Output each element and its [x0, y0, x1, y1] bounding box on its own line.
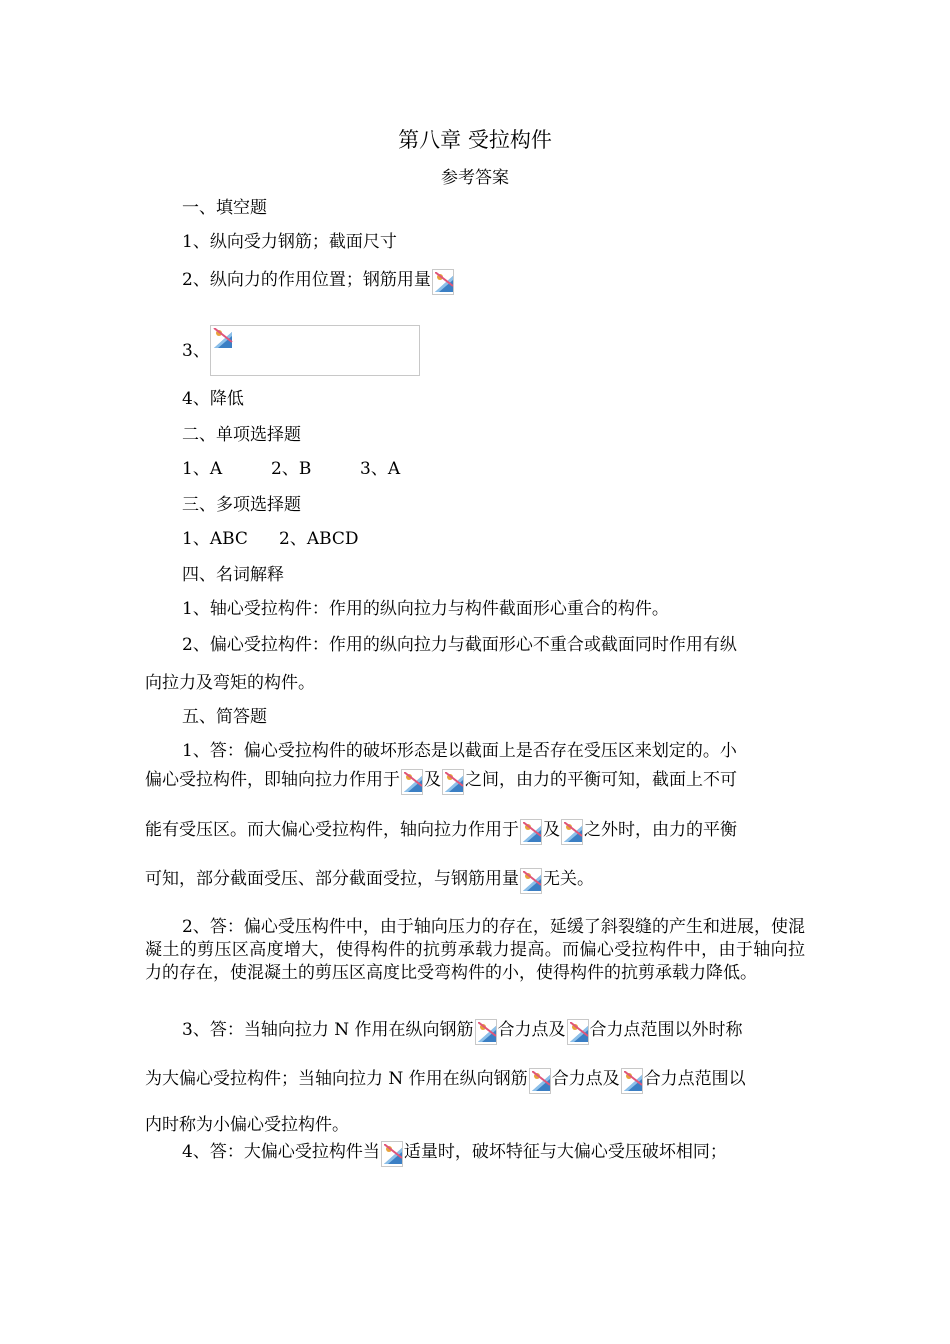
answer-5-1-line2	[145, 769, 737, 795]
text-span: 为大偏心受拉构件；当轴向拉力 N 作用在纵向钢筋	[145, 1069, 528, 1089]
answer-4-1: 1、轴心受拉构件：作用的纵向拉力与构件截面形心重合的构件。	[182, 599, 669, 619]
answer-5-1-line4	[145, 868, 594, 894]
text-span: 偏心受拉构件，即轴向拉力作用于	[145, 770, 400, 790]
text-span: 及	[543, 820, 560, 840]
section-heading-fill-blank: 一、填空题	[182, 198, 267, 218]
answer-5-1-line1: 1、答：偏心受拉构件的破坏形态是以截面上是否存在受压区来划定的。小	[182, 741, 737, 761]
page-subtitle: 参考答案	[441, 168, 509, 188]
text-span: 无关。	[543, 869, 594, 889]
broken-image-icon	[529, 1068, 551, 1094]
text-span: 能有受压区。而大偏心受拉构件，轴向拉力作用于	[145, 820, 519, 840]
page-title: 第八章 受拉构件	[398, 128, 552, 152]
answer-1-1: 1、纵向受力钢筋；截面尺寸	[182, 232, 397, 252]
text-span: 合力点范围以外时称	[589, 1020, 743, 1040]
broken-image-icon	[401, 769, 423, 795]
text-span: 合力点及	[497, 1020, 566, 1040]
answer-5-3-line2	[145, 1068, 746, 1094]
text-span: 及	[424, 770, 441, 790]
answer-1-3: 3、	[182, 341, 210, 361]
broken-image-icon	[520, 819, 542, 845]
broken-image-icon	[442, 769, 464, 795]
broken-image-icon	[561, 819, 583, 845]
section-heading-single-choice: 二、单项选择题	[182, 425, 301, 445]
text-span: 可知，部分截面受压、部分截面受拉，与钢筋用量	[145, 869, 519, 889]
broken-image-icon	[475, 1019, 497, 1045]
answer-5-3-line3: 内时称为小偏心受拉构件。	[145, 1115, 349, 1135]
answer-5-2: 2、答：偏心受压构件中，由于轴向压力的存在，延缓了斜裂缝的产生和进展，使混凝土的剪压区高度增大，使得构件的抗剪承载力提高。而偏心受拉构件中，由于轴向拉力的存在，使混凝土的剪压区高度比受弯构件的小，使得构件的抗剪承载力降低。	[145, 917, 805, 983]
answer-2-2: 2、B	[271, 459, 312, 479]
answer-3-2: 2、ABCD	[279, 529, 359, 549]
broken-image-icon	[567, 1019, 589, 1045]
text-span: 之外时，由力的平衡	[584, 820, 737, 840]
answer-5-4	[182, 1141, 727, 1167]
text-span: 4、答：大偏心受拉构件当	[182, 1142, 380, 1162]
answer-2-1: 1、A	[182, 459, 223, 479]
answer-5-1-line3	[145, 819, 737, 845]
broken-image-icon	[381, 1141, 403, 1167]
section-heading-short-answer: 五、简答题	[182, 707, 267, 727]
answer-1-2-text: 2、纵向力的作用位置；钢筋用量	[182, 270, 431, 290]
answer-1-2	[182, 269, 455, 295]
broken-image-icon	[210, 325, 420, 376]
broken-image-icon	[432, 269, 454, 295]
answer-4-2-line1: 2、偏心受拉构件：作用的纵向拉力与截面形心不重合或截面同时作用有纵	[182, 635, 737, 655]
section-heading-multi-choice: 三、多项选择题	[182, 495, 301, 515]
text-span: 合力点及	[551, 1069, 620, 1089]
answer-5-3-line1	[182, 1019, 743, 1045]
broken-image-icon	[621, 1068, 643, 1094]
answer-3-1: 1、ABC	[182, 529, 248, 549]
text-span: 3、答：当轴向拉力 N 作用在纵向钢筋	[182, 1020, 474, 1040]
answer-1-4: 4、降低	[182, 389, 244, 409]
answer-4-2-line2: 向拉力及弯矩的构件。	[145, 673, 315, 693]
text-span: 适量时，破坏特征与大偏心受压破坏相同；	[403, 1142, 727, 1162]
section-heading-terms: 四、名词解释	[182, 565, 284, 585]
text-span: 合力点范围以	[643, 1069, 746, 1089]
text-span: 之间，由力的平衡可知，截面上不可	[465, 770, 737, 790]
answer-2-3: 3、A	[360, 459, 401, 479]
broken-image-icon	[520, 868, 542, 894]
